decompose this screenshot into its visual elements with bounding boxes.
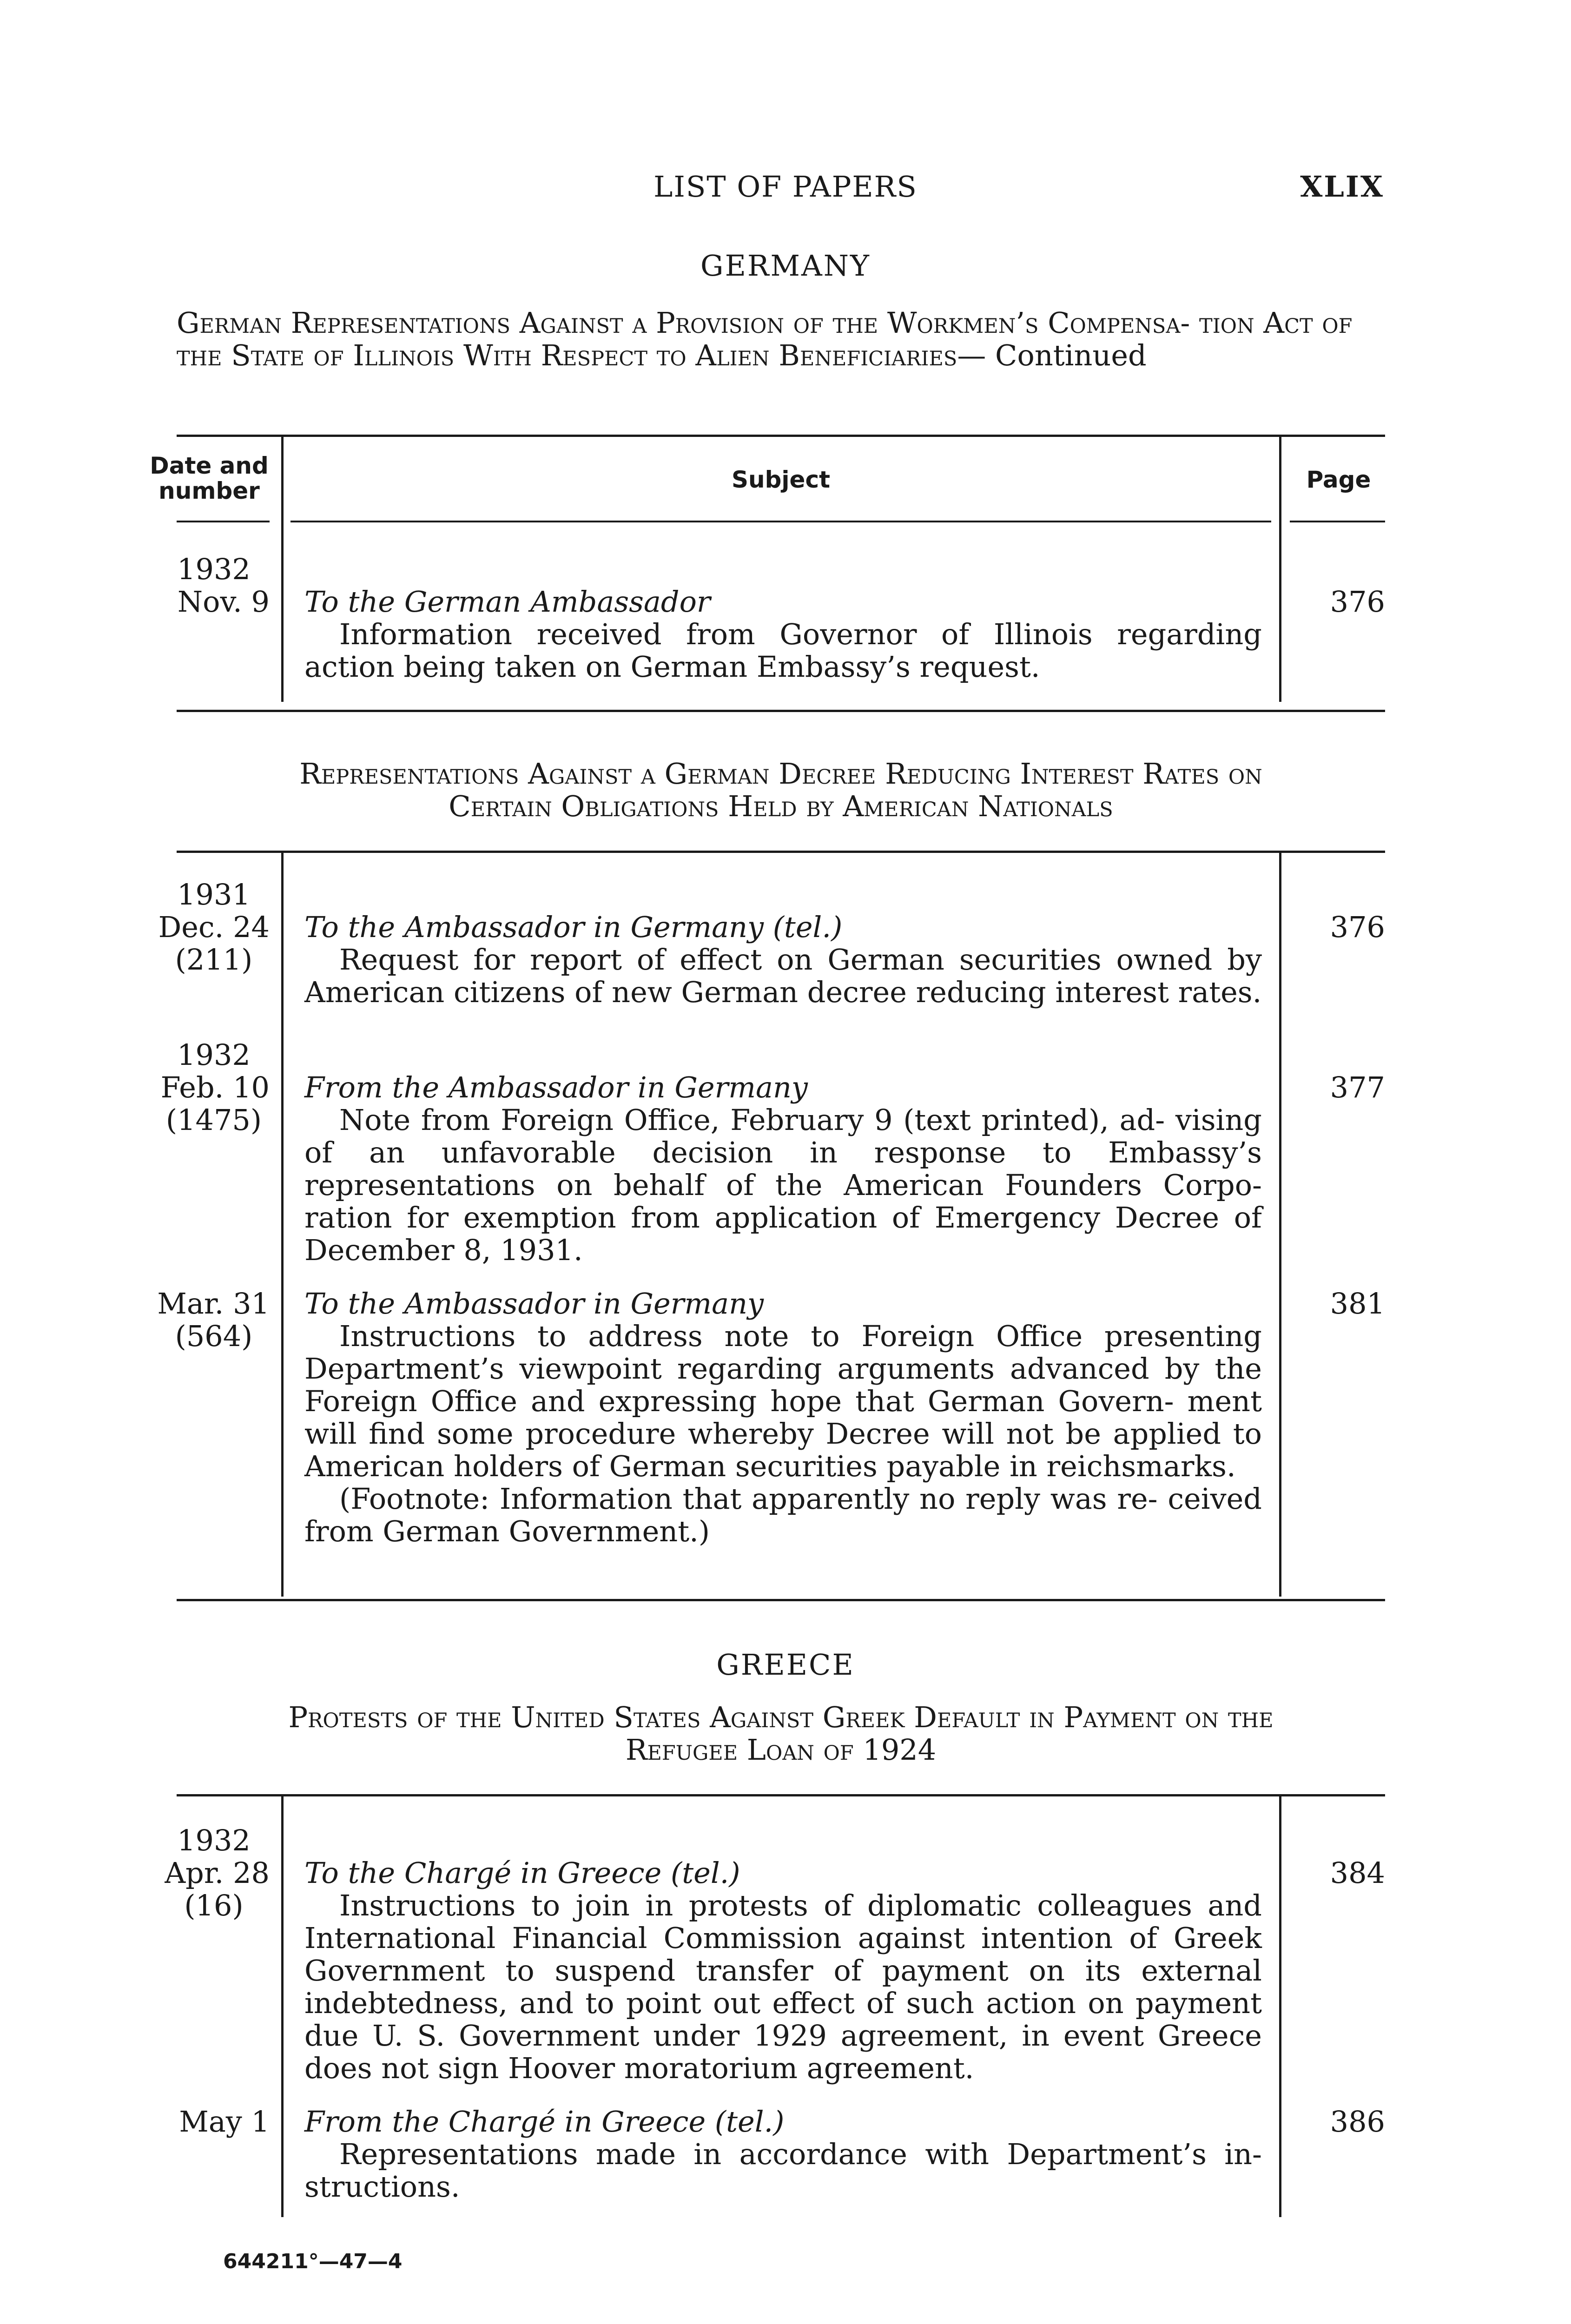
entry-addressee: From the Chargé in Greece (tel.): [304, 2105, 785, 2139]
entry-text: Information received from Governor of Illinois regarding action being taken on German Embassy’s request.: [304, 617, 1262, 684]
subject-heading-line-1: Protests of the United States Against Greek Default in Payment on the: [288, 1700, 1274, 1734]
entry-year: 1932: [177, 1823, 251, 1857]
table-bottom-rule: [177, 1599, 1385, 1601]
entry-date: [130, 553, 270, 618]
entry-day: Apr. 28: [165, 1856, 270, 1890]
entry-day: Feb. 10: [160, 1070, 270, 1104]
column-header-date: Date and number: [150, 452, 269, 504]
entry-text: Representations made in accordance with Department’s in- structions.: [304, 2137, 1262, 2204]
entry-subject: [304, 911, 1262, 1009]
column-divider-right: [1279, 437, 1281, 702]
table-bottom-rule: [177, 710, 1385, 712]
entry-date: [130, 2106, 270, 2138]
entry-number: (211): [175, 943, 253, 977]
entry-page: 377: [1330, 1070, 1385, 1104]
entry-date: [130, 1824, 270, 1922]
country-heading-greece: GREECE: [716, 1648, 855, 1682]
running-title: LIST OF PAPERS: [653, 170, 918, 204]
entry-subject: [304, 1287, 1262, 1548]
subject-heading-line-2: Refugee Loan of 1924: [625, 1733, 937, 1767]
entry-subject: [304, 1071, 1262, 1267]
entry-date: [130, 1287, 270, 1353]
entry-page: 384: [1330, 1856, 1385, 1890]
entry-date: [130, 878, 270, 976]
entry-footnote: (Footnote: Information that apparently no reply was re- ceived from German Government.): [304, 1482, 1262, 1548]
entry-year: 1931: [177, 878, 251, 911]
entry-number: (564): [175, 1319, 253, 1353]
table-top-rule: [177, 851, 1385, 853]
table-top-rule: [177, 1794, 1385, 1796]
entry-year: 1932: [177, 552, 251, 586]
entry-number: (1475): [165, 1103, 262, 1137]
subject-heading-refugee-loan: [177, 1701, 1385, 1766]
header-rule-subject: [290, 521, 1271, 522]
subject-heading-interest-rates: [177, 758, 1385, 823]
entry-text: Instructions to address note to Foreign Office presenting Department’s viewpoint regarding arguments advanced by the Foreign Office and expressing hope that German Govern- ment will find some procedure whereby Decree will not be applied to American holders of German securities payable in reichsmarks.: [304, 1319, 1262, 1483]
page-folio: XLIX: [1300, 170, 1384, 204]
header-rule-date: [177, 521, 270, 522]
column-header-subject: Subject: [732, 466, 830, 493]
entry-page: 376: [1330, 585, 1385, 619]
subject-heading-line-2: Certain Obligations Held by American Nationals: [449, 789, 1113, 823]
table-top-rule: [177, 435, 1385, 437]
column-divider-left: [281, 853, 284, 1597]
entry-text: Instructions to join in protests of diplomatic colleagues and International Financial Commission against intention of Greek Government to suspend transfer of payment on its external indebtedness, and to point out effect of such action on payment due U. S. Government under 1929 agreement, in event Greece does not sign Hoover moratorium agreement.: [304, 1888, 1262, 2085]
entry-day: Nov. 9: [177, 585, 270, 619]
entry-addressee: From the Ambassador in Germany: [304, 1070, 808, 1104]
subject-heading-line-1: Representations Against a German Decree Reducing Interest Rates on: [299, 757, 1262, 791]
column-divider-right: [1279, 1796, 1281, 2217]
entry-year: 1932: [177, 1038, 251, 1072]
entry-text: Note from Foreign Office, February 9 (text printed), ad- vising of an unfavorable decision in response to Embassy’s representations on behalf of the American Founders Corpo- ration for exemption from application of Emergency Decree of December 8, 1931.: [304, 1103, 1262, 1267]
column-divider-left: [281, 437, 284, 702]
entry-subject: [304, 2106, 1262, 2203]
entry-page: 376: [1330, 910, 1385, 944]
entry-addressee: To the Chargé in Greece (tel.): [304, 1856, 740, 1890]
entry-addressee: To the Ambassador in Germany: [304, 1287, 764, 1320]
country-heading-germany: GERMANY: [700, 249, 871, 283]
entry-day: Mar. 31: [157, 1287, 270, 1320]
entry-day: Dec. 24: [158, 910, 270, 944]
running-head: [0, 170, 1571, 211]
entry-number: (16): [184, 1888, 244, 1922]
header-rule-page: [1290, 521, 1385, 522]
subject-heading-text: German Representations Against a Provision of the Workmen’s Compensa- tion Act of the State of Illinois With Respect to Alien Beneficiaries—: [177, 306, 1353, 372]
entry-subject: [304, 1857, 1262, 2085]
column-header-page: Page: [1306, 466, 1371, 493]
print-code: 644211°—47—4: [223, 2250, 403, 2273]
entry-date: [130, 1039, 270, 1136]
entry-subject: [304, 586, 1262, 683]
column-divider-right: [1279, 853, 1281, 1597]
entry-addressee: To the Ambassador in Germany (tel.): [304, 910, 843, 944]
subject-heading-workmens-compensation: [177, 307, 1385, 372]
entry-day: May 1: [179, 2105, 270, 2139]
column-divider-left: [281, 1796, 284, 2217]
entry-addressee: To the German Ambassador: [304, 585, 711, 619]
entry-text: Request for report of effect on German securities owned by American citizens of new German decree reducing interest rates.: [304, 943, 1262, 1009]
entry-page: 381: [1330, 1287, 1385, 1320]
continued-label: Continued: [995, 338, 1147, 372]
entry-page: 386: [1330, 2105, 1385, 2139]
